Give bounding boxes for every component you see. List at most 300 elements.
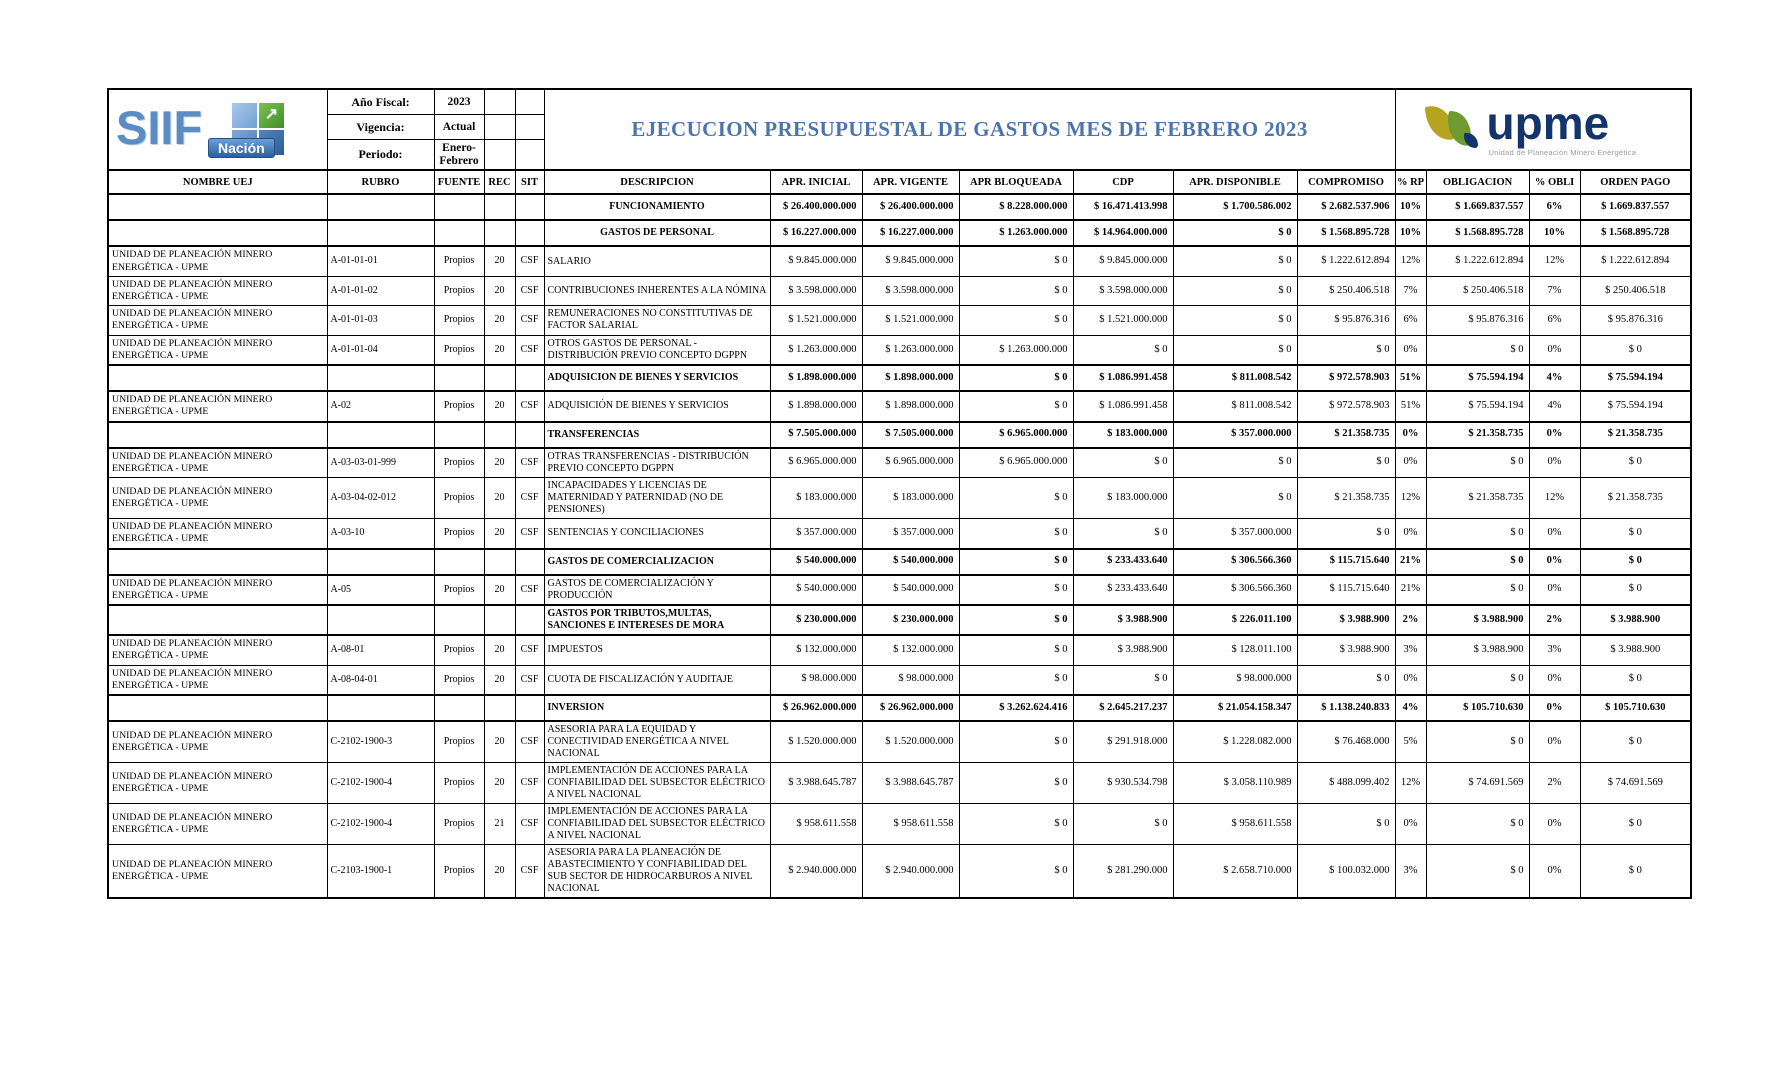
cell-nombre-uej <box>108 422 327 448</box>
cell-orden-pago: $ 0 <box>1580 448 1691 478</box>
cell-apr-disponible: $ 0 <box>1173 220 1297 246</box>
empty-cell <box>484 89 515 115</box>
cell-cdp: $ 183.000.000 <box>1073 422 1173 448</box>
cell-nombre-uej: UNIDAD DE PLANEACIÓN MINERO ENERGÉTICA - UPME <box>108 276 327 305</box>
cell-orden-pago: $ 250.406.518 <box>1580 276 1691 305</box>
cell-apr-disponible: $ 21.054.158.347 <box>1173 695 1297 721</box>
cell-sit: CSF <box>515 762 544 803</box>
cell-rubro: A-05 <box>327 575 434 605</box>
cell-cdp: $ 1.521.000.000 <box>1073 306 1173 335</box>
cell-apr-vigente: $ 3.598.000.000 <box>862 276 959 305</box>
empty-cell <box>515 140 544 171</box>
cell-obligacion: $ 0 <box>1426 665 1529 695</box>
cell-apr-bloqueada: $ 0 <box>959 365 1073 391</box>
table-row <box>108 246 1691 276</box>
cell-apr-inicial: $ 26.962.000.000 <box>770 695 862 721</box>
table-row <box>108 306 1691 335</box>
column-header-row <box>108 170 1691 194</box>
cell-cdp: $ 1.086.991.458 <box>1073 391 1173 421</box>
cell-descripcion: ASESORIA PARA LA PLANEACIÓN DE ABASTECIMIENTO Y CONFIABILIDAD DEL SUB SECTOR DE HIDROCARBUROS A NIVEL NACIONAL <box>544 844 770 898</box>
cell-apr-inicial: $ 9.845.000.000 <box>770 246 862 276</box>
page-title: EJECUCION PRESUPUESTAL DE GASTOS MES DE FEBRERO 2023 <box>631 117 1308 142</box>
cell-orden-pago: $ 0 <box>1580 575 1691 605</box>
cell-obligacion: $ 74.691.569 <box>1426 762 1529 803</box>
siif-logo-cell <box>108 89 327 170</box>
cell-nombre-uej: UNIDAD DE PLANEACIÓN MINERO ENERGÉTICA - UPME <box>108 844 327 898</box>
cell-pct-rp: 0% <box>1395 448 1426 478</box>
cell-apr-bloqueada: $ 0 <box>959 276 1073 305</box>
cell-apr-bloqueada: $ 0 <box>959 246 1073 276</box>
cell-nombre-uej: UNIDAD DE PLANEACIÓN MINERO ENERGÉTICA - UPME <box>108 478 327 519</box>
cell-compromiso: $ 3.988.900 <box>1297 605 1395 635</box>
cell-apr-vigente: $ 230.000.000 <box>862 605 959 635</box>
cell-descripcion: FUNCIONAMIENTO <box>544 194 770 220</box>
cell-rubro <box>327 365 434 391</box>
cell-apr-disponible: $ 0 <box>1173 276 1297 305</box>
cell-descripcion: CUOTA DE FISCALIZACIÓN Y AUDITAJE <box>544 665 770 695</box>
cell-cdp: $ 3.598.000.000 <box>1073 276 1173 305</box>
col-header-nombre-uej: NOMBRE UEJ <box>108 170 327 194</box>
cell-apr-vigente: $ 958.611.558 <box>862 803 959 844</box>
cell-nombre-uej: UNIDAD DE PLANEACIÓN MINERO ENERGÉTICA - UPME <box>108 448 327 478</box>
cell-descripcion: INVERSION <box>544 695 770 721</box>
upme-logo <box>1397 96 1690 160</box>
cell-obligacion: $ 0 <box>1426 575 1529 605</box>
cell-sit <box>515 695 544 721</box>
cell-descripcion: SENTENCIAS Y CONCILIACIONES <box>544 519 770 549</box>
cell-cdp: $ 233.433.640 <box>1073 575 1173 605</box>
cell-compromiso: $ 0 <box>1297 803 1395 844</box>
cell-fuente: Propios <box>434 391 484 421</box>
cell-rec <box>484 194 515 220</box>
fiscal-year-label: Año Fiscal: <box>327 89 434 115</box>
cell-rubro: C-2102-1900-4 <box>327 803 434 844</box>
cell-nombre-uej: UNIDAD DE PLANEACIÓN MINERO ENERGÉTICA - UPME <box>108 635 327 665</box>
cell-fuente: Propios <box>434 306 484 335</box>
cell-pct-obli: 0% <box>1529 448 1580 478</box>
cell-obligacion: $ 0 <box>1426 844 1529 898</box>
cell-apr-disponible: $ 0 <box>1173 448 1297 478</box>
cell-descripcion: GASTOS DE PERSONAL <box>544 220 770 246</box>
cell-obligacion: $ 1.669.837.557 <box>1426 194 1529 220</box>
cell-rubro: A-03-04-02-012 <box>327 478 434 519</box>
cell-cdp: $ 0 <box>1073 519 1173 549</box>
cell-sit: CSF <box>515 519 544 549</box>
col-header-cdp: CDP <box>1073 170 1173 194</box>
cell-apr-vigente: $ 1.898.000.000 <box>862 391 959 421</box>
cell-compromiso: $ 972.578.903 <box>1297 365 1395 391</box>
cell-descripcion: GASTOS DE COMERCIALIZACION <box>544 549 770 575</box>
cell-sit <box>515 194 544 220</box>
cell-obligacion: $ 250.406.518 <box>1426 276 1529 305</box>
cell-rec: 20 <box>484 276 515 305</box>
cell-compromiso: $ 2.682.537.906 <box>1297 194 1395 220</box>
cell-apr-inicial: $ 3.988.645.787 <box>770 762 862 803</box>
cell-apr-bloqueada: $ 0 <box>959 575 1073 605</box>
cell-apr-inicial: $ 3.598.000.000 <box>770 276 862 305</box>
cell-cdp: $ 0 <box>1073 803 1173 844</box>
cell-apr-vigente: $ 132.000.000 <box>862 635 959 665</box>
cell-apr-inicial: $ 357.000.000 <box>770 519 862 549</box>
cell-pct-rp: 21% <box>1395 549 1426 575</box>
cell-cdp: $ 0 <box>1073 448 1173 478</box>
cell-pct-obli: 0% <box>1529 721 1580 763</box>
table-row <box>108 391 1691 421</box>
cell-cdp: $ 0 <box>1073 335 1173 365</box>
cell-pct-obli: 4% <box>1529 391 1580 421</box>
cell-pct-rp: 3% <box>1395 635 1426 665</box>
cell-fuente: Propios <box>434 335 484 365</box>
cell-rec: 20 <box>484 575 515 605</box>
cell-fuente: Propios <box>434 575 484 605</box>
cell-apr-disponible: $ 0 <box>1173 478 1297 519</box>
periodo-value: Enero-Febrero <box>434 140 484 171</box>
section-row <box>108 422 1691 448</box>
cell-compromiso: $ 0 <box>1297 335 1395 365</box>
cell-apr-disponible: $ 811.008.542 <box>1173 391 1297 421</box>
cell-apr-bloqueada: $ 6.965.000.000 <box>959 448 1073 478</box>
cell-apr-disponible: $ 0 <box>1173 246 1297 276</box>
cell-apr-disponible: $ 357.000.000 <box>1173 519 1297 549</box>
cell-fuente: Propios <box>434 448 484 478</box>
empty-cell <box>484 140 515 171</box>
table-row <box>108 276 1691 305</box>
cell-orden-pago: $ 74.691.569 <box>1580 762 1691 803</box>
cell-apr-vigente: $ 98.000.000 <box>862 665 959 695</box>
siif-nacion-badge: Nación <box>208 138 275 158</box>
cell-descripcion: TRANSFERENCIAS <box>544 422 770 448</box>
cell-cdp: $ 183.000.000 <box>1073 478 1173 519</box>
cell-obligacion: $ 1.568.895.728 <box>1426 220 1529 246</box>
cell-obligacion: $ 75.594.194 <box>1426 391 1529 421</box>
section-row <box>108 220 1691 246</box>
siif-logo <box>110 100 326 160</box>
vigencia-label: Vigencia: <box>327 115 434 140</box>
table-row <box>108 519 1691 549</box>
cell-pct-rp: 21% <box>1395 575 1426 605</box>
cell-apr-disponible: $ 811.008.542 <box>1173 365 1297 391</box>
cell-rubro: A-03-03-01-999 <box>327 448 434 478</box>
cell-sit <box>515 220 544 246</box>
cell-apr-disponible: $ 3.058.110.989 <box>1173 762 1297 803</box>
cell-obligacion: $ 105.710.630 <box>1426 695 1529 721</box>
cell-rubro: A-08-04-01 <box>327 665 434 695</box>
title-cell <box>544 89 1395 170</box>
cell-nombre-uej: UNIDAD DE PLANEACIÓN MINERO ENERGÉTICA - UPME <box>108 335 327 365</box>
cell-nombre-uej <box>108 605 327 635</box>
cell-fuente <box>434 220 484 246</box>
cell-apr-disponible: $ 2.658.710.000 <box>1173 844 1297 898</box>
cell-nombre-uej <box>108 220 327 246</box>
cell-nombre-uej: UNIDAD DE PLANEACIÓN MINERO ENERGÉTICA - UPME <box>108 762 327 803</box>
cell-fuente <box>434 194 484 220</box>
cell-obligacion: $ 21.358.735 <box>1426 422 1529 448</box>
cell-rec: 20 <box>484 635 515 665</box>
cell-orden-pago: $ 75.594.194 <box>1580 391 1691 421</box>
cell-apr-vigente: $ 1.521.000.000 <box>862 306 959 335</box>
section-row <box>108 194 1691 220</box>
cell-sit: CSF <box>515 391 544 421</box>
cell-apr-disponible: $ 306.566.360 <box>1173 549 1297 575</box>
cell-orden-pago: $ 21.358.735 <box>1580 422 1691 448</box>
cell-nombre-uej: UNIDAD DE PLANEACIÓN MINERO ENERGÉTICA - UPME <box>108 665 327 695</box>
cell-fuente <box>434 605 484 635</box>
cell-descripcion: CONTRIBUCIONES INHERENTES A LA NÓMINA <box>544 276 770 305</box>
cell-sit: CSF <box>515 448 544 478</box>
report-sheet <box>107 88 1692 899</box>
cell-apr-disponible: $ 1.700.586.002 <box>1173 194 1297 220</box>
cell-compromiso: $ 115.715.640 <box>1297 549 1395 575</box>
col-header-apr-bloqueada: APR BLOQUEADA <box>959 170 1073 194</box>
col-header-obligacion: OBLIGACION <box>1426 170 1529 194</box>
cell-apr-bloqueada: $ 1.263.000.000 <box>959 220 1073 246</box>
cell-apr-vigente: $ 1.520.000.000 <box>862 721 959 763</box>
cell-obligacion: $ 0 <box>1426 448 1529 478</box>
cell-apr-disponible: $ 357.000.000 <box>1173 422 1297 448</box>
cell-compromiso: $ 250.406.518 <box>1297 276 1395 305</box>
cell-pct-obli: 12% <box>1529 478 1580 519</box>
cell-orden-pago: $ 1.222.612.894 <box>1580 246 1691 276</box>
cell-fuente: Propios <box>434 478 484 519</box>
cell-apr-inicial: $ 16.227.000.000 <box>770 220 862 246</box>
col-header-pct-rp: % RP <box>1395 170 1426 194</box>
cell-fuente <box>434 549 484 575</box>
cell-obligacion: $ 3.988.900 <box>1426 635 1529 665</box>
cell-rec: 20 <box>484 844 515 898</box>
cell-apr-vigente: $ 26.400.000.000 <box>862 194 959 220</box>
cell-rubro <box>327 549 434 575</box>
cell-rubro: C-2102-1900-3 <box>327 721 434 763</box>
budget-table <box>107 88 1692 899</box>
cell-apr-bloqueada: $ 0 <box>959 635 1073 665</box>
cell-rec: 20 <box>484 665 515 695</box>
cell-descripcion: IMPLEMENTACIÓN DE ACCIONES PARA LA CONFIABILIDAD DEL SUBSECTOR ELÉCTRICO A NIVEL NACIONAL <box>544 762 770 803</box>
cell-compromiso: $ 488.099.402 <box>1297 762 1395 803</box>
cell-apr-vigente: $ 9.845.000.000 <box>862 246 959 276</box>
cell-compromiso: $ 95.876.316 <box>1297 306 1395 335</box>
cell-cdp: $ 3.988.900 <box>1073 605 1173 635</box>
cell-descripcion: OTRAS TRANSFERENCIAS - DISTRIBUCIÓN PREVIO CONCEPTO DGPPN <box>544 448 770 478</box>
cell-apr-inicial: $ 540.000.000 <box>770 549 862 575</box>
cell-rubro: A-01-01-02 <box>327 276 434 305</box>
col-header-pct-obli: % OBLI <box>1529 170 1580 194</box>
cell-compromiso: $ 1.568.895.728 <box>1297 220 1395 246</box>
cell-apr-inicial: $ 1.263.000.000 <box>770 335 862 365</box>
cell-orden-pago: $ 1.568.895.728 <box>1580 220 1691 246</box>
col-header-fuente: FUENTE <box>434 170 484 194</box>
cell-compromiso: $ 972.578.903 <box>1297 391 1395 421</box>
cell-pct-obli: 2% <box>1529 605 1580 635</box>
cell-sit <box>515 605 544 635</box>
cell-obligacion: $ 0 <box>1426 519 1529 549</box>
cell-apr-inicial: $ 98.000.000 <box>770 665 862 695</box>
cell-rec: 20 <box>484 391 515 421</box>
empty-cell <box>515 89 544 115</box>
upme-tagline: Unidad de Planeación Minero Energética <box>1488 147 1637 157</box>
cell-pct-obli: 12% <box>1529 246 1580 276</box>
cell-rec <box>484 422 515 448</box>
cell-obligacion: $ 21.358.735 <box>1426 478 1529 519</box>
cell-apr-vigente: $ 1.263.000.000 <box>862 335 959 365</box>
cell-apr-vigente: $ 540.000.000 <box>862 549 959 575</box>
cell-compromiso: $ 0 <box>1297 519 1395 549</box>
cell-apr-inicial: $ 1.520.000.000 <box>770 721 862 763</box>
cell-cdp: $ 2.645.217.237 <box>1073 695 1173 721</box>
cell-compromiso: $ 3.988.900 <box>1297 635 1395 665</box>
cell-rec: 20 <box>484 246 515 276</box>
cell-apr-vigente: $ 2.940.000.000 <box>862 844 959 898</box>
periodo-label: Periodo: <box>327 140 434 171</box>
cell-cdp: $ 233.433.640 <box>1073 549 1173 575</box>
cell-apr-inicial: $ 6.965.000.000 <box>770 448 862 478</box>
cell-pct-rp: 7% <box>1395 276 1426 305</box>
cell-pct-obli: 0% <box>1529 519 1580 549</box>
cell-apr-inicial: $ 132.000.000 <box>770 635 862 665</box>
cell-sit <box>515 422 544 448</box>
cell-rec: 20 <box>484 519 515 549</box>
cell-rec <box>484 549 515 575</box>
cell-rubro: C-2103-1900-1 <box>327 844 434 898</box>
cell-cdp: $ 16.471.413.998 <box>1073 194 1173 220</box>
cell-nombre-uej: UNIDAD DE PLANEACIÓN MINERO ENERGÉTICA - UPME <box>108 803 327 844</box>
cell-nombre-uej <box>108 695 327 721</box>
cell-apr-disponible: $ 306.566.360 <box>1173 575 1297 605</box>
cell-apr-bloqueada: $ 6.965.000.000 <box>959 422 1073 448</box>
cell-rubro <box>327 220 434 246</box>
cell-pct-obli: 3% <box>1529 635 1580 665</box>
cell-apr-bloqueada: $ 8.228.000.000 <box>959 194 1073 220</box>
cell-pct-rp: 4% <box>1395 695 1426 721</box>
cell-rubro: A-08-01 <box>327 635 434 665</box>
cell-apr-bloqueada: $ 3.262.624.416 <box>959 695 1073 721</box>
cell-cdp: $ 930.534.798 <box>1073 762 1173 803</box>
cell-pct-obli: 0% <box>1529 803 1580 844</box>
cell-descripcion: ADQUISICION DE BIENES Y SERVICIOS <box>544 365 770 391</box>
col-header-rec: REC <box>484 170 515 194</box>
cell-compromiso: $ 0 <box>1297 448 1395 478</box>
cell-compromiso: $ 115.715.640 <box>1297 575 1395 605</box>
cell-compromiso: $ 21.358.735 <box>1297 422 1395 448</box>
cell-rubro: A-02 <box>327 391 434 421</box>
cell-obligacion: $ 75.594.194 <box>1426 365 1529 391</box>
col-header-sit: SIT <box>515 170 544 194</box>
cell-descripcion: ADQUISICIÓN DE BIENES Y SERVICIOS <box>544 391 770 421</box>
cell-pct-rp: 51% <box>1395 365 1426 391</box>
cell-apr-bloqueada: $ 0 <box>959 549 1073 575</box>
cell-cdp: $ 1.086.991.458 <box>1073 365 1173 391</box>
siif-wordmark: SIIF <box>116 100 203 154</box>
cell-descripcion: OTROS GASTOS DE PERSONAL - DISTRIBUCIÓN PREVIO CONCEPTO DGPPN <box>544 335 770 365</box>
cell-orden-pago: $ 75.594.194 <box>1580 365 1691 391</box>
cell-cdp: $ 3.988.900 <box>1073 635 1173 665</box>
cell-pct-obli: 10% <box>1529 220 1580 246</box>
cell-nombre-uej <box>108 194 327 220</box>
cell-apr-bloqueada: $ 0 <box>959 762 1073 803</box>
col-header-apr-inicial: APR. INICIAL <box>770 170 862 194</box>
table-row <box>108 335 1691 365</box>
cell-pct-obli: 6% <box>1529 306 1580 335</box>
cell-apr-inicial: $ 1.521.000.000 <box>770 306 862 335</box>
cell-orden-pago: $ 0 <box>1580 803 1691 844</box>
cell-rec: 20 <box>484 478 515 519</box>
cell-rec: 20 <box>484 721 515 763</box>
cell-pct-obli: 0% <box>1529 844 1580 898</box>
cell-orden-pago: $ 105.710.630 <box>1580 695 1691 721</box>
cell-nombre-uej: UNIDAD DE PLANEACIÓN MINERO ENERGÉTICA - UPME <box>108 575 327 605</box>
cell-obligacion: $ 0 <box>1426 721 1529 763</box>
vigencia-value: Actual <box>434 115 484 140</box>
cell-rec: 20 <box>484 306 515 335</box>
cell-fuente <box>434 365 484 391</box>
header-band-row-1 <box>108 89 1691 115</box>
cell-descripcion: IMPUESTOS <box>544 635 770 665</box>
cell-sit: CSF <box>515 803 544 844</box>
cell-orden-pago: $ 0 <box>1580 665 1691 695</box>
cell-obligacion: $ 3.988.900 <box>1426 605 1529 635</box>
cell-orden-pago: $ 0 <box>1580 335 1691 365</box>
cell-rubro <box>327 605 434 635</box>
cell-apr-inicial: $ 1.898.000.000 <box>770 391 862 421</box>
cell-nombre-uej: UNIDAD DE PLANEACIÓN MINERO ENERGÉTICA - UPME <box>108 721 327 763</box>
cell-cdp: $ 0 <box>1073 665 1173 695</box>
cell-apr-vigente: $ 540.000.000 <box>862 575 959 605</box>
cell-pct-rp: 0% <box>1395 665 1426 695</box>
cell-apr-vigente: $ 357.000.000 <box>862 519 959 549</box>
cell-rec: 21 <box>484 803 515 844</box>
section-row <box>108 695 1691 721</box>
cell-rubro <box>327 422 434 448</box>
cell-pct-obli: 0% <box>1529 695 1580 721</box>
cell-pct-rp: 5% <box>1395 721 1426 763</box>
cell-apr-bloqueada: $ 0 <box>959 721 1073 763</box>
table-row <box>108 665 1691 695</box>
cell-pct-rp: 12% <box>1395 762 1426 803</box>
cell-fuente <box>434 695 484 721</box>
cell-pct-rp: 2% <box>1395 605 1426 635</box>
cell-compromiso: $ 1.138.240.833 <box>1297 695 1395 721</box>
cell-compromiso: $ 76.468.000 <box>1297 721 1395 763</box>
cell-apr-disponible: $ 226.011.100 <box>1173 605 1297 635</box>
cell-sit: CSF <box>515 276 544 305</box>
cell-pct-obli: 0% <box>1529 549 1580 575</box>
cell-apr-inicial: $ 1.898.000.000 <box>770 365 862 391</box>
cell-sit: CSF <box>515 478 544 519</box>
cell-apr-inicial: $ 26.400.000.000 <box>770 194 862 220</box>
cell-compromiso: $ 1.222.612.894 <box>1297 246 1395 276</box>
cell-apr-disponible: $ 958.611.558 <box>1173 803 1297 844</box>
cell-descripcion: GASTOS DE COMERCIALIZACIÓN Y PRODUCCIÓN <box>544 575 770 605</box>
cell-rec <box>484 365 515 391</box>
cell-orden-pago: $ 0 <box>1580 844 1691 898</box>
empty-cell <box>515 115 544 140</box>
cell-rubro: A-01-01-01 <box>327 246 434 276</box>
cell-sit: CSF <box>515 665 544 695</box>
cell-sit <box>515 365 544 391</box>
cell-fuente: Propios <box>434 665 484 695</box>
col-header-descripcion: DESCRIPCION <box>544 170 770 194</box>
cell-orden-pago: $ 3.988.900 <box>1580 605 1691 635</box>
cell-pct-obli: 7% <box>1529 276 1580 305</box>
cell-compromiso: $ 0 <box>1297 665 1395 695</box>
cell-apr-disponible: $ 0 <box>1173 306 1297 335</box>
table-row <box>108 844 1691 898</box>
cell-sit: CSF <box>515 575 544 605</box>
cell-pct-rp: 51% <box>1395 391 1426 421</box>
cell-orden-pago: $ 1.669.837.557 <box>1580 194 1691 220</box>
cell-rec <box>484 605 515 635</box>
cell-orden-pago: $ 0 <box>1580 549 1691 575</box>
cell-apr-bloqueada: $ 0 <box>959 665 1073 695</box>
